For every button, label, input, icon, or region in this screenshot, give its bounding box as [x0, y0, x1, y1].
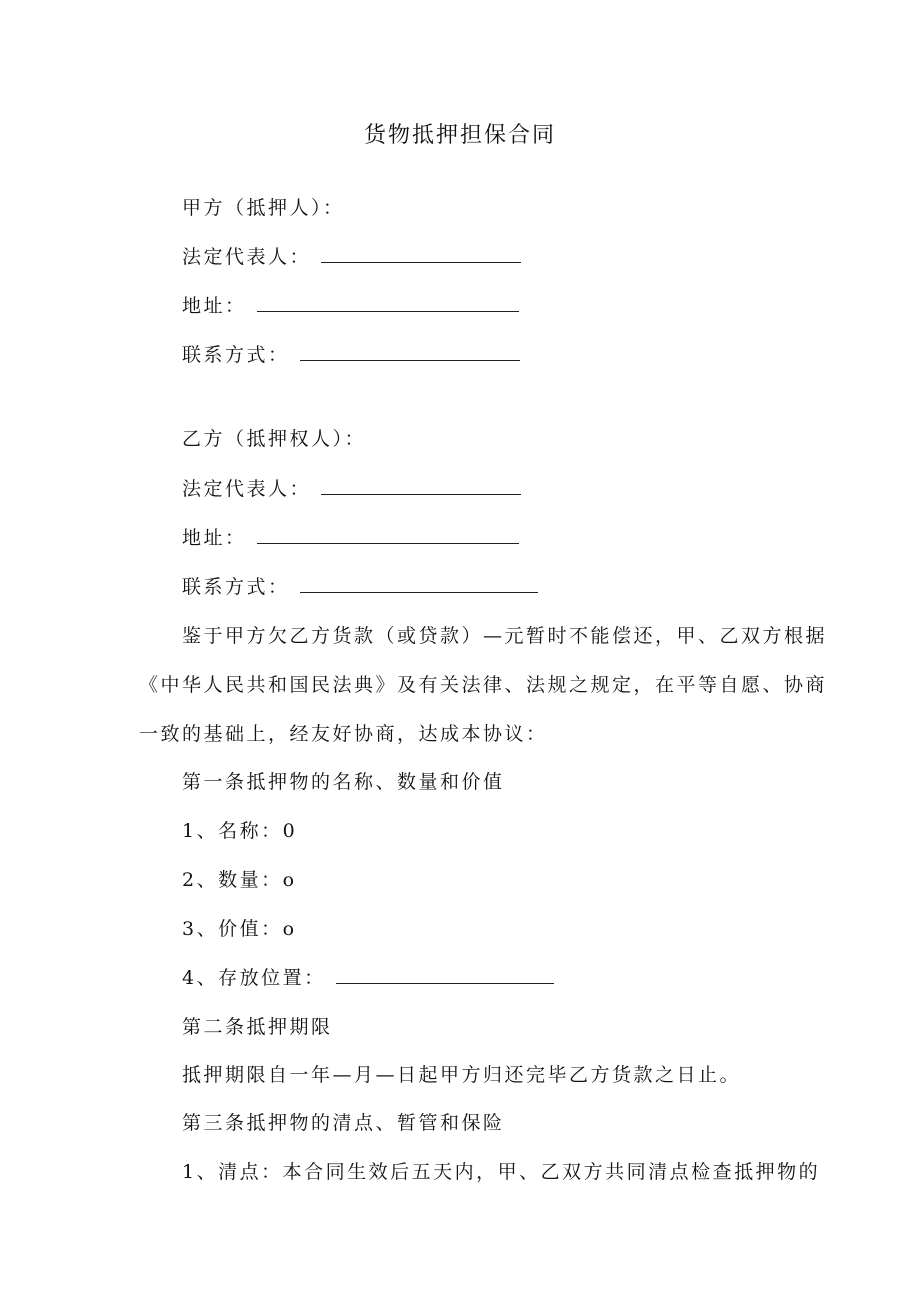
party-b-address-field[interactable] [257, 525, 519, 544]
party-a-rep-field[interactable] [321, 244, 521, 263]
article1-item-quantity: 2、数量：o [182, 869, 297, 891]
party-a-address-label: 地址： [182, 295, 247, 317]
article2-text: 抵押期限自一年—月—日起甲方归还完毕乙方货款之日止。 [182, 1064, 742, 1086]
party-a-rep-label: 法定代表人： [182, 246, 312, 268]
party-a-contact-line [182, 340, 520, 370]
preamble-line-1: 鉴于甲方欠乙方货款（或贷款）—元暂时不能偿还，甲、乙双方根据 [182, 625, 828, 647]
article3-text: 1、清点：本合同生效后五天内，甲、乙双方共同清点检查抵押物的 [182, 1161, 821, 1183]
article1-item-location-label: 4、存放位置： [182, 967, 326, 989]
article1-item-name: 1、名称：0 [182, 820, 298, 842]
party-a-contact-field[interactable] [300, 342, 520, 361]
party-a-contact-label: 联系方式： [182, 344, 290, 366]
party-b-contact-field[interactable] [300, 574, 538, 593]
party-b-contact-label: 联系方式： [182, 576, 290, 598]
party-b-contact-line [182, 572, 538, 602]
storage-location-field[interactable] [336, 965, 554, 984]
article1-item-location-line [182, 963, 554, 993]
party-a-address-line [182, 291, 519, 321]
article1-item-value: 3、价值：o [182, 918, 297, 940]
party-b-rep-field[interactable] [321, 476, 521, 495]
preamble-line-3: 一致的基础上，经友好协商，达成本协议： [139, 723, 548, 745]
article3-heading: 第三条抵押物的清点、暂管和保险 [182, 1112, 505, 1134]
party-b-rep-label: 法定代表人： [182, 478, 312, 500]
party-b-rep-line [182, 474, 521, 504]
party-b-address-line [182, 523, 519, 553]
party-a-heading: 甲方（抵押人）： [182, 197, 345, 219]
party-b-address-label: 地址： [182, 527, 247, 549]
preamble-line-2: 《中华人民共和国民法典》及有关法律、法规之规定，在平等自愿、协商 [139, 674, 828, 696]
article1-heading: 第一条抵押物的名称、数量和价值 [182, 771, 505, 793]
party-a-rep-line [182, 242, 521, 272]
party-b-heading: 乙方（抵押权人）： [182, 428, 367, 450]
party-a-address-field[interactable] [257, 293, 519, 312]
document-title: 货物抵押担保合同 [363, 123, 556, 148]
article2-heading: 第二条抵押期限 [182, 1016, 333, 1038]
